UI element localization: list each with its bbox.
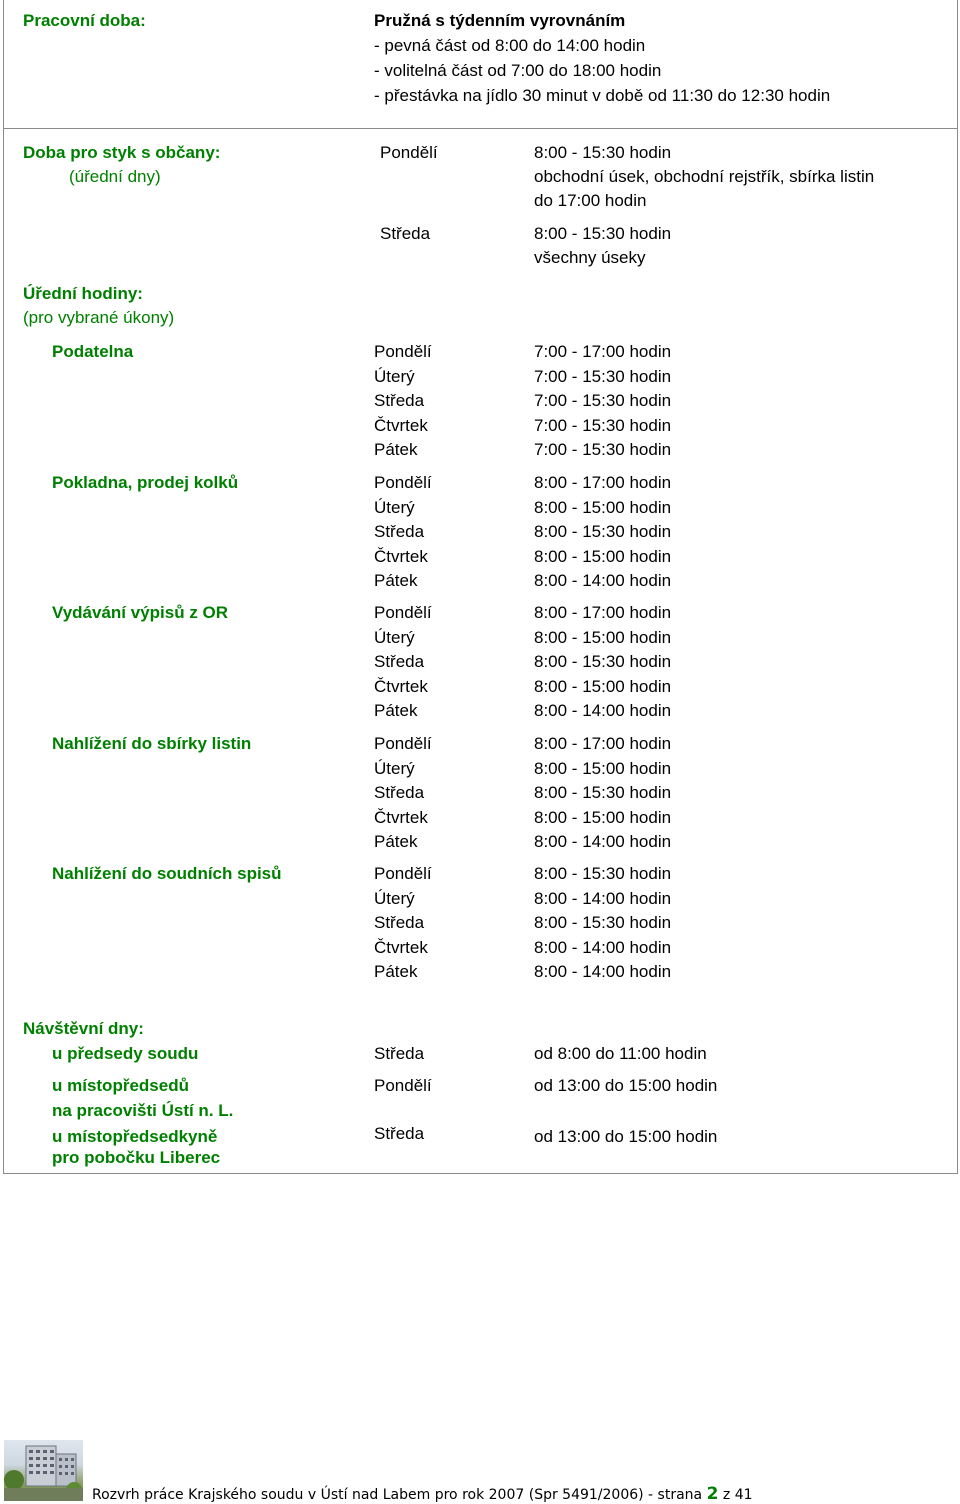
styk-label: Doba pro styk s občany: bbox=[23, 143, 221, 162]
navstevni-day: Středa bbox=[374, 1044, 425, 1063]
section-title: Pokladna, prodej kolků bbox=[52, 473, 239, 492]
styk-sublabel: (úřední dny) bbox=[69, 167, 161, 186]
styk-time-2: 8:00 - 15:30 hodin bbox=[534, 224, 672, 243]
day-label: Čtvrtek bbox=[374, 676, 428, 696]
time-label: 8:00 - 15:00 hodin bbox=[534, 546, 672, 566]
time-label: 8:00 - 14:00 hodin bbox=[534, 571, 672, 590]
day-label: Pondělí bbox=[374, 603, 432, 622]
time-label: 8:00 - 14:00 hodin bbox=[534, 962, 672, 981]
section-title: Vydávání výpisů z OR bbox=[52, 603, 229, 622]
time-label: 7:00 - 15:30 hodin bbox=[534, 415, 672, 435]
pracovni-doba-line-4: - přestávka na jídlo 30 minut v době od 11:30 do 12:30 hodin bbox=[374, 86, 831, 105]
day-label: Čtvrtek bbox=[374, 937, 428, 957]
court-building-photo bbox=[4, 1440, 83, 1501]
day-label: Pondělí bbox=[374, 473, 432, 492]
day-label: Pátek bbox=[374, 701, 418, 720]
navstevni-day: Středa bbox=[374, 1124, 425, 1143]
section-days bbox=[374, 340, 432, 463]
footer-page-total: z 41 bbox=[722, 1487, 753, 1503]
time-label: 8:00 - 17:00 hodin bbox=[534, 734, 672, 753]
pracovni-doba-line-3: - volitelná část od 7:00 do 18:00 hodin bbox=[374, 61, 662, 80]
time-label: 8:00 - 15:30 hodin bbox=[534, 522, 672, 541]
time-label: 8:00 - 15:00 hodin bbox=[534, 807, 672, 827]
time-label: 7:00 - 15:30 hodin bbox=[534, 366, 672, 386]
day-label: Středa bbox=[374, 652, 425, 671]
time-label: 8:00 - 14:00 hodin bbox=[534, 937, 672, 957]
pracovni-doba-line-2: - pevná část od 8:00 do 14:00 hodin bbox=[374, 36, 646, 55]
day-label: Pondělí bbox=[374, 734, 432, 753]
navstevni-who: u místopředsedů bbox=[52, 1076, 189, 1095]
navstevni-who-location: na pracovišti Ústí n. L. bbox=[52, 1101, 234, 1120]
uredni-label: Úřední hodiny: bbox=[23, 284, 143, 303]
day-label: Středa bbox=[374, 522, 425, 541]
section-days bbox=[374, 471, 432, 594]
time-label: 8:00 - 15:30 hodin bbox=[534, 864, 672, 883]
building-icon bbox=[4, 1440, 83, 1501]
time-label: 8:00 - 14:00 hodin bbox=[534, 701, 672, 720]
section-times bbox=[534, 340, 671, 463]
section-title: Podatelna bbox=[52, 342, 134, 361]
navstevni-who-location: pro pobočku Liberec bbox=[52, 1148, 221, 1167]
time-label: 8:00 - 17:00 hodin bbox=[534, 603, 672, 622]
navstevni-time: od 13:00 do 15:00 hodin bbox=[534, 1127, 718, 1146]
styk-day-2: Středa bbox=[380, 224, 431, 243]
navstevni-label: Návštěvní dny: bbox=[23, 1019, 144, 1038]
day-label: Pondělí bbox=[374, 864, 432, 883]
day-label: Pátek bbox=[374, 440, 418, 459]
main-frame bbox=[3, 128, 958, 1174]
uredni-sublabel: (pro vybrané úkony) bbox=[23, 308, 175, 327]
navstevni-time: od 13:00 do 15:00 hodin bbox=[534, 1076, 718, 1095]
time-label: 8:00 - 15:30 hodin bbox=[534, 783, 672, 802]
time-label: 8:00 - 15:00 hodin bbox=[534, 758, 672, 778]
time-label: 8:00 - 14:00 hodin bbox=[534, 888, 672, 908]
day-label: Čtvrtek bbox=[374, 807, 428, 827]
time-label: 8:00 - 17:00 hodin bbox=[534, 473, 672, 492]
day-label: Pátek bbox=[374, 832, 418, 851]
time-label: 8:00 - 15:00 hodin bbox=[534, 627, 672, 647]
time-label: 8:00 - 15:30 hodin bbox=[534, 652, 672, 671]
day-label: Čtvrtek bbox=[374, 546, 428, 566]
section-title: Nahlížení do sbírky listin bbox=[52, 734, 252, 753]
pracovni-doba-line-1: Pružná s týdenním vyrovnáním bbox=[374, 11, 626, 30]
time-label: 8:00 - 15:00 hodin bbox=[534, 676, 672, 696]
day-label: Středa bbox=[374, 391, 425, 410]
day-label: Pondělí bbox=[374, 342, 432, 361]
time-label: 8:00 - 15:00 hodin bbox=[534, 497, 672, 517]
navstevni-who: u předsedy soudu bbox=[52, 1044, 199, 1063]
styk-day-1: Pondělí bbox=[380, 143, 438, 162]
day-label: Úterý bbox=[374, 366, 415, 386]
styk-note-2: všechny úseky bbox=[534, 248, 646, 267]
section-times bbox=[534, 732, 671, 855]
section-days bbox=[374, 601, 432, 724]
styk-time-1: 8:00 - 15:30 hodin bbox=[534, 143, 672, 162]
section-times bbox=[534, 862, 671, 985]
time-label: 7:00 - 15:30 hodin bbox=[534, 391, 672, 410]
footer-text: Rozvrh práce Krajského soudu v Ústí nad Labem pro rok 2007 (Spr 5491/2006) - strana bbox=[92, 1487, 703, 1503]
day-label: Středa bbox=[374, 783, 425, 802]
styk-note-1a: obchodní úsek, obchodní rejstřík, sbírka listin bbox=[534, 167, 875, 186]
footer-page-number: 2 bbox=[706, 1484, 719, 1504]
time-label: 8:00 - 14:00 hodin bbox=[534, 832, 672, 851]
navstevni-time: od 8:00 do 11:00 hodin bbox=[534, 1044, 707, 1063]
time-label: 7:00 - 15:30 hodin bbox=[534, 440, 672, 459]
navstevni-who: u místopředsedkyně bbox=[52, 1127, 218, 1146]
day-label: Úterý bbox=[374, 758, 415, 778]
styk-note-1b: do 17:00 hodin bbox=[534, 191, 647, 210]
navstevni-day: Pondělí bbox=[374, 1076, 432, 1095]
section-title: Nahlížení do soudních spisů bbox=[52, 864, 282, 883]
day-label: Úterý bbox=[374, 888, 415, 908]
section-times bbox=[534, 471, 671, 594]
time-label: 7:00 - 17:00 hodin bbox=[534, 342, 672, 361]
day-label: Pátek bbox=[374, 962, 418, 981]
time-label: 8:00 - 15:30 hodin bbox=[534, 913, 672, 932]
day-label: Úterý bbox=[374, 627, 415, 647]
section-days bbox=[374, 732, 432, 855]
pracovni-doba-label: Pracovní doba: bbox=[23, 11, 146, 30]
day-label: Pátek bbox=[374, 571, 418, 590]
day-label: Středa bbox=[374, 913, 425, 932]
day-label: Čtvrtek bbox=[374, 415, 428, 435]
section-times bbox=[534, 601, 671, 724]
section-days bbox=[374, 862, 432, 985]
day-label: Úterý bbox=[374, 497, 415, 517]
footer bbox=[92, 1484, 753, 1504]
